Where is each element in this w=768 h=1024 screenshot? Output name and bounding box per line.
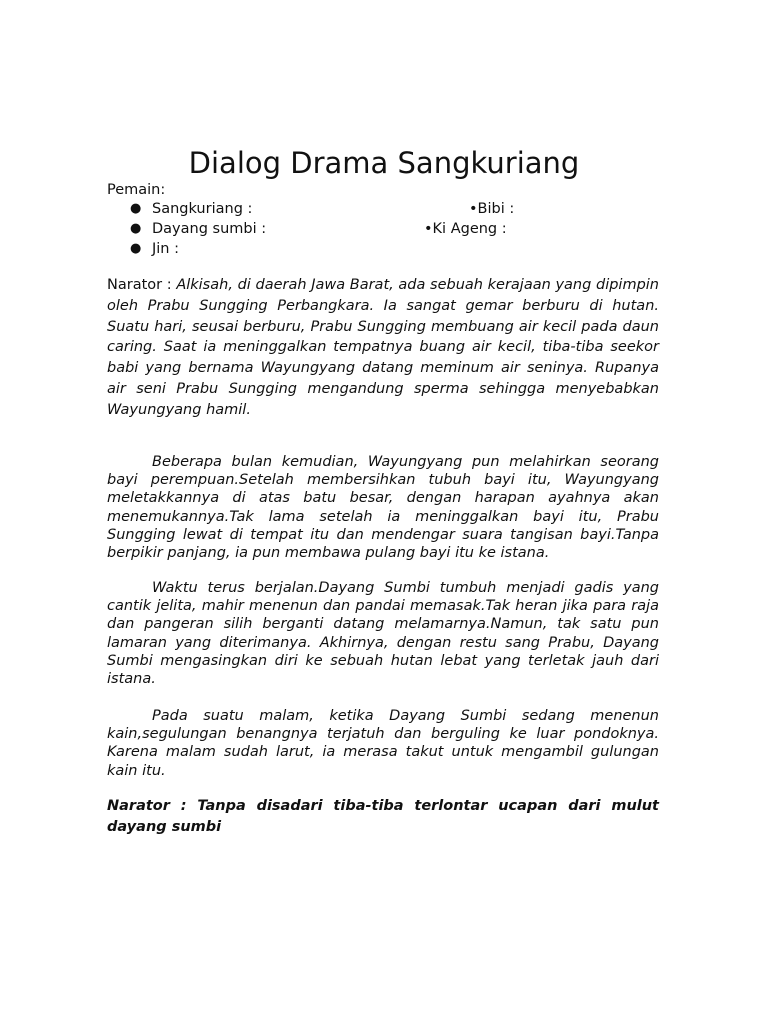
story-paragraph-1: Beberapa bulan kemudian, Wayungyang pun melahirkan seorang bayi perempuan.Setelah membersihkan tubuh bayi itu, Wayungyang meletakkannya di atas batu besar, dengan harapan ayahnya akan menemukannya.Tak lama setelah ia meninggalkan bayi itu, Prabu Sungging lewat di tempat itu dan mendengar suara tangisan bayi.Tanpa berpikir panjang, ia pun membawa pulang bayi itu ke istana. bbox=[107, 454, 659, 562]
closing-narration: Narator : Tanpa disadari tiba-tiba terlontar ucapan dari mulut dayang sumbi bbox=[107, 798, 659, 835]
narrator-label: Narator : bbox=[107, 277, 177, 293]
story-paragraph-2: Waktu terus berjalan.Dayang Sumbi tumbuh menjadi gadis yang cantik jelita, mahir menenun dan pandai memasak.Tak heran jika para raja dan pangeran silih berganti datang melamarnya.Namun, tak satu pun lamaran yang diterimanya. Akhirnya, dengan restu sang Prabu, Dayang Sumbi mengasingkan diri ke sebuah hutan lebat yang terletak jauh dari istana. bbox=[107, 580, 659, 688]
cast-name: Dayang sumbi : bbox=[152, 221, 267, 237]
bullet-icon: ● bbox=[130, 201, 142, 216]
cast-name-right: •Ki Ageng : bbox=[424, 221, 507, 237]
cast-name-right: •Bibi : bbox=[469, 201, 515, 217]
cast-row bbox=[107, 219, 667, 239]
cast-name: Jin : bbox=[152, 241, 179, 257]
cast-label: Pemain: bbox=[107, 182, 166, 198]
narrator-paragraph bbox=[107, 275, 659, 421]
story-paragraph-3: Pada suatu malam, ketika Dayang Sumbi sedang menenun kain,segulungan benangnya terjatuh dan berguling ke luar pondoknya. Karena malam sudah larut, ia merasa takut untuk mengambil gulungan kain itu. bbox=[107, 708, 659, 779]
cast-name: Sangkuriang : bbox=[152, 201, 253, 217]
narrator-text: Alkisah, di daerah Jawa Barat, ada sebuah kerajaan yang dipimpin oleh Prabu Sungging Perbangkara. Ia sangat gemar berburu di hutan. Suatu hari, seusai berburu, Prabu Sungging membuang air kecil pada daun caring. Saat ia meninggalkan tempatnya buang air kecil, tiba-tiba seekor babi yang bernama Wayungyang datang meminum air seninya. Rupanya air seni Prabu Sungging mengandung sperma sehingga menyebabkan Wayungyang hamil. bbox=[107, 277, 660, 418]
cast-row bbox=[107, 239, 667, 259]
document-title: Dialog Drama Sangkuriang bbox=[188, 146, 580, 180]
bullet-icon: ● bbox=[130, 221, 142, 236]
cast-row bbox=[107, 199, 667, 219]
bullet-icon: ● bbox=[130, 241, 142, 256]
cast-list bbox=[107, 199, 667, 259]
